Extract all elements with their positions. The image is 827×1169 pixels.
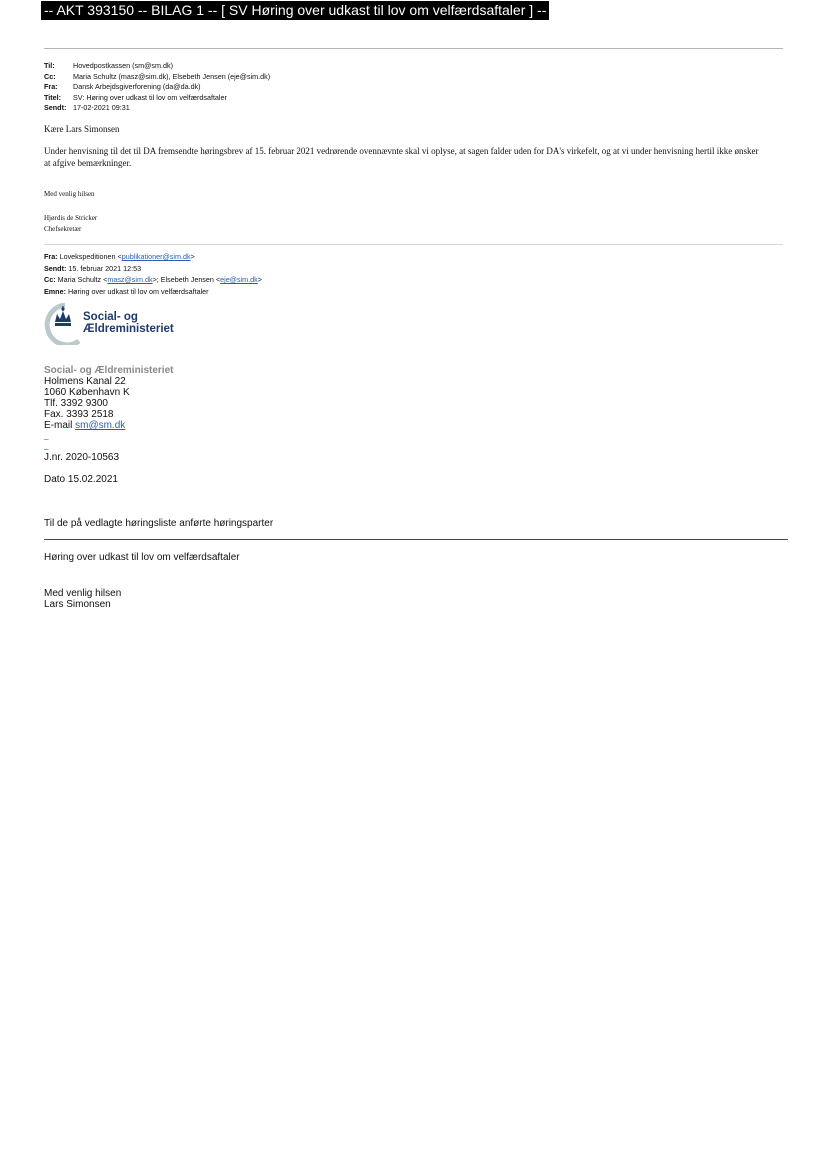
signer-name: Hjørdis de Stricker [44,214,98,222]
letter-date: Dato 15.02.2021 [44,474,118,485]
street: Holmens Kanal 22 [44,376,126,387]
ministry-name: Social- og Ældreministeriet [44,365,174,376]
letter-divider [44,539,788,540]
fwd-subject-label: Emne: [44,286,66,296]
reply-email-header [44,61,270,114]
title-value: SV: Høring over udkast til lov om velfærdsaftaler [73,92,227,102]
fwd-from-label: Fra: [44,252,58,261]
signer-title: Chefsekretær [44,225,82,233]
closing-text: Med venlig hilsen [44,588,122,599]
city: 1060 København K [44,387,130,398]
forwarded-header [44,251,262,297]
ministry-logo-text [83,311,174,335]
header-divider [44,48,783,49]
letter-closing [44,588,121,610]
cc-value: Maria Schultz (masz@sim.dk), Elsebeth Jensen (eje@sim.dk) [73,71,271,81]
cc-label: Cc: [44,71,56,81]
ministry-email-link[interactable]: sm@sm.dk [75,420,126,431]
to-value: Hovedpostkassen (sm@sm.dk) [73,61,173,70]
spacer-marks: _ _ [44,431,49,450]
fwd-from-email-link[interactable]: publikationer@sim.dk [121,252,191,261]
logo-line-1: Social- og [83,311,138,323]
logo-line-2: Ældreministeriet [83,323,174,335]
from-label: Fra: [44,82,58,91]
from-value: Dansk Arbejdsgiverforening (da@da.dk) [73,82,201,91]
letter-signer: Lars Simonsen [44,599,111,610]
greeting: Kære Lars Simonsen [44,124,120,134]
sent-label: Sendt: [44,103,67,112]
document-banner: -- AKT 393150 -- BILAG 1 -- [ SV Høring over udkast til lov om velfærdsaftaler ] -- [41,1,549,20]
reply-signature [44,213,97,235]
phone: Tlf. 3392 9300 [44,398,108,409]
to-label: Til: [44,61,55,70]
forward-divider [44,244,783,245]
fwd-sent-value: 15. februar 2021 12:53 [68,263,142,273]
title-label: Titel: [44,92,62,102]
fwd-from-name: Lovekspeditionen < [59,252,122,261]
fwd-from-end: > [190,252,195,261]
letter-subject: Høring over udkast til lov om velfærdsaftaler [44,552,240,563]
fwd-cc-label: Cc: [44,275,56,284]
email-label: E-mail [44,420,76,431]
reply-closing: Med venlig hilsen [44,190,95,198]
fwd-cc-name1: Maria Schultz < [57,275,108,284]
journal-number: J.nr. 2020-10563 [44,452,120,463]
fwd-cc-end: > [257,275,262,284]
reply-paragraph: Under henvisning til det til DA fremsendte høringsbrev af 15. februar 2021 vedrørende ovennævnte skal vi oplyse, at sagen falder uden for DA's virkefelt, og at vi under henvisning hertil ikke ønsker at afgive bemærkninger. [44,146,759,168]
recipients-line: Til de på vedlagte høringsliste anførte høringsparter [44,518,274,529]
fwd-cc-email1-link[interactable]: masz@sim.dk [107,275,153,284]
fwd-cc-email2-link[interactable]: eje@sim.dk [220,275,258,284]
fwd-sent-label: Sendt: [44,263,67,273]
sent-value: 17-02-2021 09:31 [73,103,130,112]
fax: Fax. 3393 2518 [44,409,114,420]
fwd-subject-value: Høring over udkast til lov om velfærdsaftaler [67,286,209,296]
fwd-cc-mid: >; Elsebeth Jensen < [152,275,221,284]
ministry-address [44,376,130,431]
